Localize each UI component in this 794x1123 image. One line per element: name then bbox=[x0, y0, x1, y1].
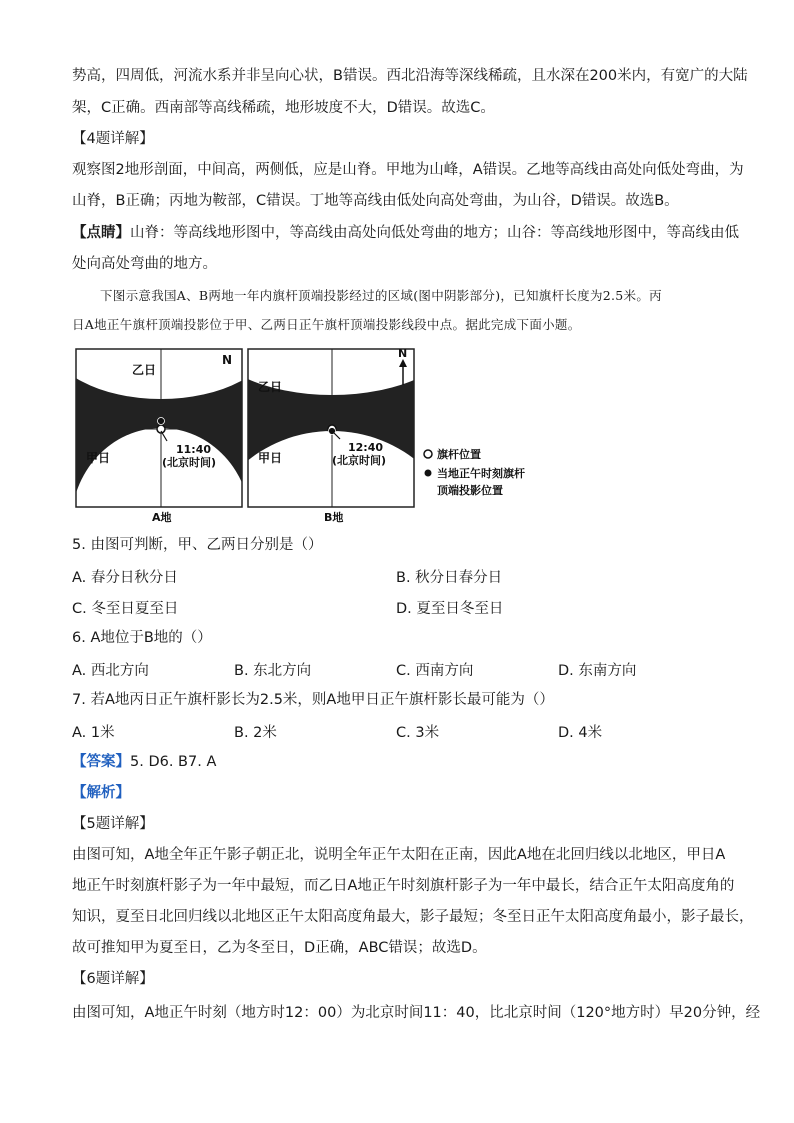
q5-option-d[interactable]: D. 夏至日冬至日 bbox=[396, 601, 504, 617]
shadow-figure bbox=[72, 345, 552, 525]
analysis-bracket: 【解析】 bbox=[72, 785, 130, 801]
q7-option-d[interactable]: D. 4米 bbox=[558, 725, 603, 741]
legend-pole-label: 旗杆位置 bbox=[437, 448, 481, 461]
q5-options-row2 bbox=[72, 597, 732, 617]
text-line: 势高，四周低，河流水系并非呈向心状，B错误。西北沿海等深线稀疏，且水深在200米内，有宽广的大陆 bbox=[72, 68, 748, 84]
q7-option-a[interactable]: A. 1米 bbox=[72, 725, 115, 741]
text-line: 处向高处弯曲的地方。 bbox=[72, 256, 217, 272]
legend-pole-icon bbox=[424, 450, 432, 458]
analysis-heading bbox=[72, 783, 732, 803]
legend-shadow-icon bbox=[425, 470, 432, 477]
panel-a-time: 11:40 bbox=[176, 443, 212, 456]
panel-a-label-yi: 乙日 bbox=[132, 363, 157, 377]
q6-option-a[interactable]: A. 西北方向 bbox=[72, 663, 149, 679]
q5-option-c[interactable]: C. 冬至日夏至日 bbox=[72, 601, 179, 617]
panel-a-caption: A地 bbox=[152, 511, 172, 524]
intro-line: 日A地正午旗杆顶端投影位于甲、乙两日正午旗杆顶端投影线段中点。据此完成下面小题。 bbox=[72, 317, 581, 332]
tip-text: 山脊：等高线地形图中，等高线由高处向低处弯曲的地方；山谷：等高线地形图中，等高线由低 bbox=[130, 225, 739, 241]
q7-option-b[interactable]: B. 2米 bbox=[234, 725, 277, 741]
q6-option-c[interactable]: C. 西南方向 bbox=[396, 663, 474, 679]
text-line: 知识，夏至日北回归线以北地区正午太阳高度角最大，影子最短；冬至日正午太阳高度角最小，影子最长， bbox=[72, 909, 754, 925]
q5-option-b[interactable]: B. 秋分日春分日 bbox=[396, 570, 503, 586]
text-line: 地正午时刻旗杆影子为一年中最短，而乙日A地正午时刻旗杆影子为一年中最长，结合正午太阳高度角的 bbox=[72, 878, 735, 894]
panel-b-label-yi: 乙日 bbox=[258, 380, 283, 394]
text-line: 架，C正确。西南部等高线稀疏，地形坡度不大，D错误。故选C。 bbox=[72, 100, 495, 116]
legend-shadow-label-2: 顶端投影位置 bbox=[437, 484, 503, 497]
q7-stem: 7. 若A地丙日正午旗杆影长为2.5米，则A地甲日正午旗杆影长最可能为（） bbox=[72, 692, 554, 708]
q5-options-row1 bbox=[72, 566, 732, 586]
q7-options bbox=[72, 721, 732, 741]
q6-detail-heading: 【6题详解】 bbox=[72, 971, 154, 987]
q5-stem: 5. 由图可判断，甲、乙两日分别是（） bbox=[72, 537, 323, 553]
answer-line bbox=[72, 752, 732, 772]
panel-b-caption: B地 bbox=[324, 511, 344, 524]
legend-shadow-label-1: 当地正午时刻旗杆 bbox=[437, 467, 525, 480]
tip-bracket: 【点睛】 bbox=[72, 225, 130, 241]
panel-a-time-note: (北京时间) bbox=[162, 456, 217, 469]
panel-a-label-jia: 甲日 bbox=[86, 451, 111, 465]
text-line: 山脊，B正确；丙地为鞍部，C错误。丁地等高线由低处向高处弯曲，为山谷，D错误。故选B。 bbox=[72, 193, 679, 209]
q6-option-b[interactable]: B. 东北方向 bbox=[234, 663, 312, 679]
panel-a-noon-shadow-marker bbox=[158, 418, 165, 425]
q7-option-c[interactable]: C. 3米 bbox=[396, 725, 440, 741]
text-line: 由图可知，A地正午时刻（地方时12：00）为北京时间11：40，比北京时间（120°地方时）早20分钟，经 bbox=[72, 1005, 761, 1021]
panel-b-time: 12:40 bbox=[348, 441, 384, 454]
text-line: 观察图2地形剖面，中间高，两侧低，应是山脊。甲地为山峰，A错误。乙地等高线由高处向低处弯曲，为 bbox=[72, 162, 744, 178]
text-line: 由图可知，A地全年正午影子朝正北，说明全年正午太阳在正南，因此A地在北回归线以北地区，甲日A bbox=[72, 847, 726, 863]
q6-stem: 6. A地位于B地的（） bbox=[72, 630, 212, 646]
q5-option-a[interactable]: A. 春分日秋分日 bbox=[72, 570, 178, 586]
panel-b-time-note: (北京时间) bbox=[332, 454, 387, 467]
answer-text: 5. D6. B7. A bbox=[130, 754, 217, 770]
panel-a-north-label: N bbox=[222, 353, 233, 367]
q4-heading: 【4题详解】 bbox=[72, 131, 154, 147]
panel-b-label-jia: 甲日 bbox=[258, 451, 283, 465]
q5-detail-heading: 【5题详解】 bbox=[72, 816, 154, 832]
q6-option-d[interactable]: D. 东南方向 bbox=[558, 663, 637, 679]
legend bbox=[424, 447, 525, 497]
text-line: 故可推知甲为夏至日，乙为冬至日，D正确，ABC错误；故选D。 bbox=[72, 940, 487, 956]
intro-line: 下图示意我国A、B两地一年内旗杆顶端投影经过的区域(图中阴影部分)，已知旗杆长度为2.5米。丙 bbox=[100, 288, 662, 303]
answer-bracket: 【答案】 bbox=[72, 754, 130, 770]
panel-a bbox=[72, 345, 273, 525]
tip-line bbox=[72, 223, 739, 243]
q6-options bbox=[72, 659, 732, 679]
panel-b-north-label: N bbox=[398, 347, 408, 360]
